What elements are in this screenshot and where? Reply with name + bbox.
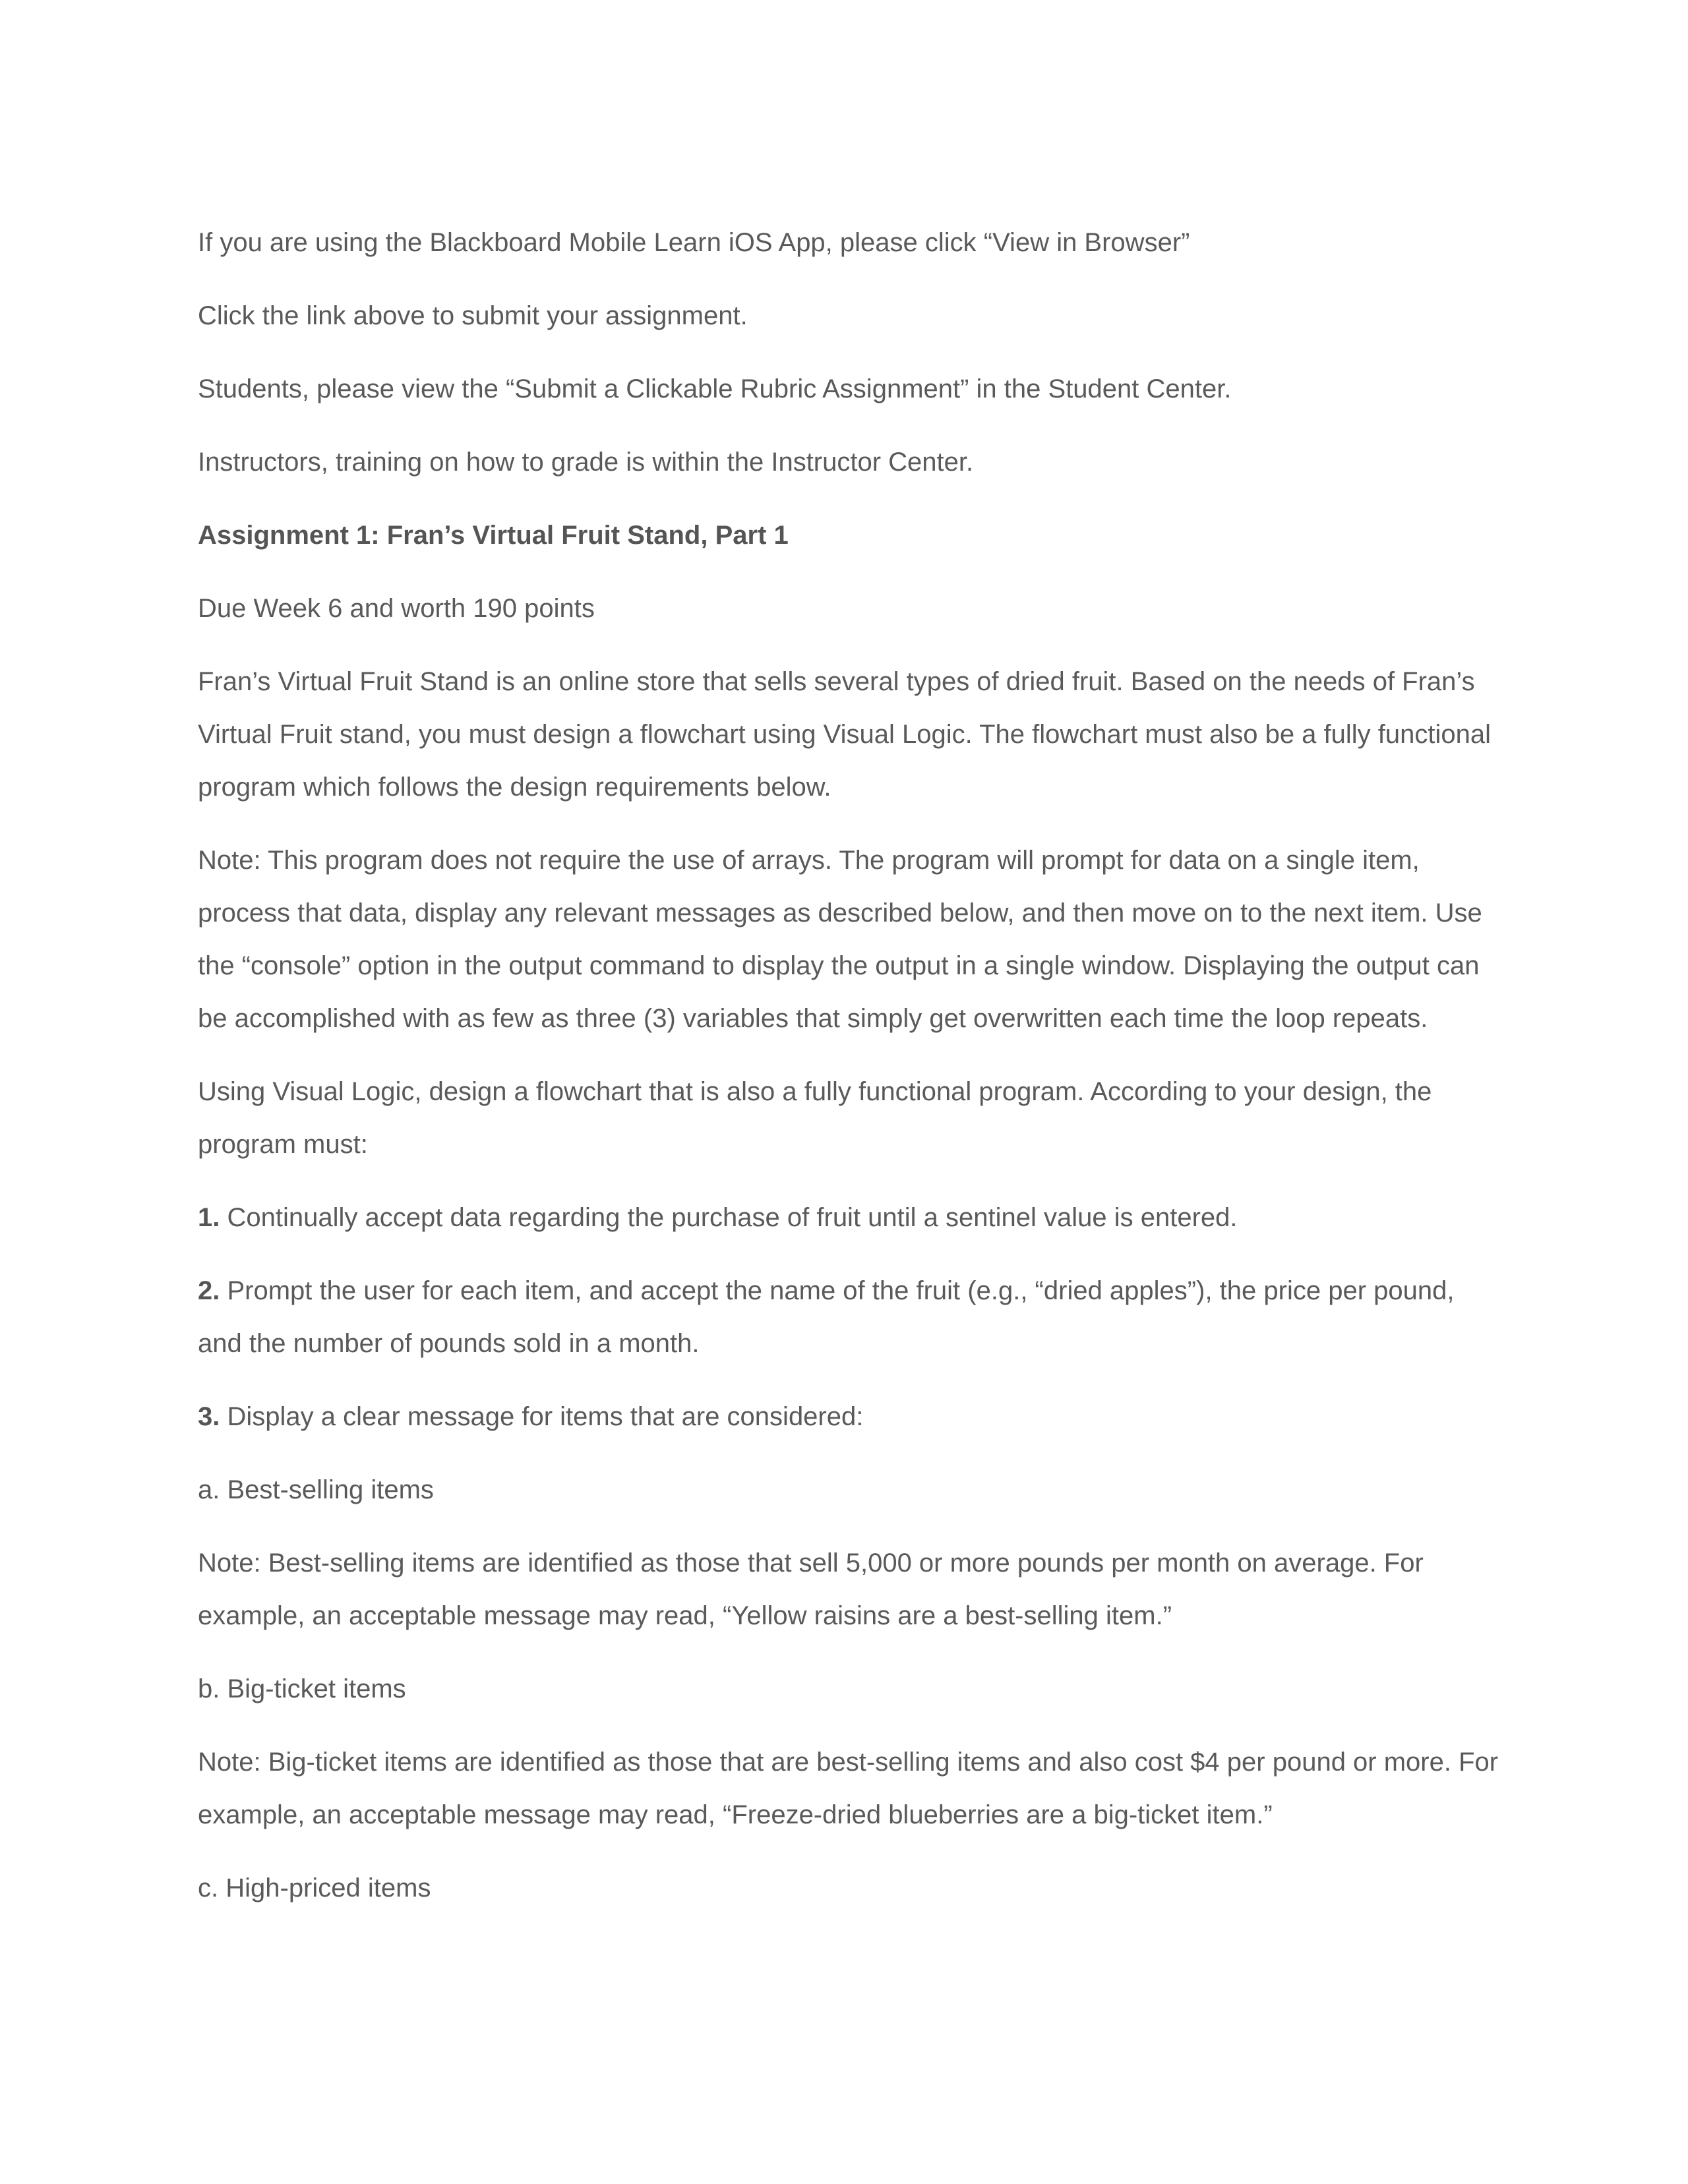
requirement-text: Prompt the user for each item, and accept the name of the fruit (e.g., “dried apples”), the price per pound, and the number of pounds sold in a month. xyxy=(198,1276,1455,1358)
requirement-number: 1. xyxy=(198,1203,220,1232)
instructors-note: Instructors, training on how to grade is within the Instructor Center. xyxy=(198,448,974,477)
sub-item-a-label: a. Best-selling items xyxy=(198,1475,434,1504)
note-arrays: Note: This program does not require the use of arrays. The program will prompt for data on a single item, process that data, display any relevant messages as described below, and then move on to the next item. Use the “console” option in the output command to display the output in a single window. Displaying the output can be accomplished with as few as three (3) variables that simply get overwritten each time the loop repeats. xyxy=(198,846,1482,1033)
sub-item-b-note: Note: Big-ticket items are identified as those that are best-selling items and also cost $4 per pound or more. For example, an acceptable message may read, “Freeze-dried blueberries are a big-ticket item.” xyxy=(198,1748,1499,1829)
document-body xyxy=(198,216,1503,1935)
requirement-text: Continually accept data regarding the purchase of fruit until a sentinel value is entered. xyxy=(220,1203,1238,1232)
students-note: Students, please view the “Submit a Clickable Rubric Assignment” in the Student Center. xyxy=(198,374,1232,403)
sub-item-a-note: Note: Best-selling items are identified as those that sell 5,000 or more pounds per month on average. For example, an acceptable message may read, “Yellow raisins are a best-selling item.” xyxy=(198,1549,1424,1630)
sub-item-b-label: b. Big-ticket items xyxy=(198,1674,406,1703)
due-date: Due Week 6 and worth 190 points xyxy=(198,594,595,623)
assignment-description: Fran’s Virtual Fruit Stand is an online store that sells several types of dried fruit. Based on the needs of Fran’s Virtual Fruit stand, you must design a flowchart using Visual Logic. The flowchart must also be a fully functional program which follows the design requirements below. xyxy=(198,667,1492,802)
submit-link-note: Click the link above to submit your assignment. xyxy=(198,301,748,330)
mobile-app-notice: If you are using the Blackboard Mobile Learn iOS App, please click “View in Browser” xyxy=(198,228,1190,257)
assignment-title: Assignment 1: Fran’s Virtual Fruit Stand, Part 1 xyxy=(198,521,789,550)
requirement-text: Display a clear message for items that are considered: xyxy=(220,1402,864,1431)
requirement-2 xyxy=(198,1264,1503,1370)
requirement-number: 2. xyxy=(198,1276,220,1305)
requirements-intro: Using Visual Logic, design a flowchart that is also a fully functional program. According to your design, the program must: xyxy=(198,1077,1432,1159)
requirement-3 xyxy=(198,1390,1503,1443)
requirement-number: 3. xyxy=(198,1402,220,1431)
requirement-1 xyxy=(198,1191,1503,1244)
sub-item-c-label: c. High-priced items xyxy=(198,1874,431,1903)
